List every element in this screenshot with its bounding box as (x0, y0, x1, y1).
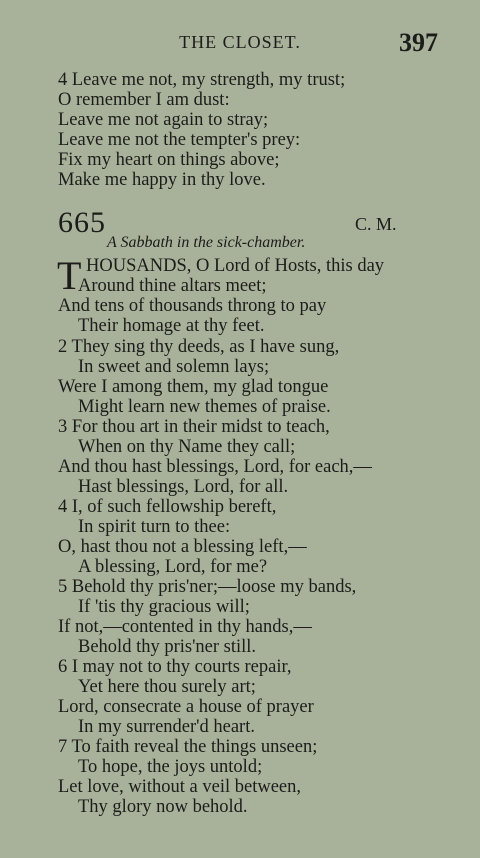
hymn-line: 7 To faith reveal the things unseen; (58, 737, 318, 757)
hymn-line: O, hast thou not a blessing left,— (58, 537, 307, 557)
hymn-line: Let love, without a veil between, (58, 777, 301, 797)
hymn-line: If not,—contented in thy hands,— (58, 617, 312, 637)
prev-stanza-line: Leave me not again to stray; (58, 110, 269, 130)
prev-stanza-line: O remember I am dust: (58, 90, 230, 110)
prev-stanza-line: Make me happy in thy love. (58, 170, 266, 190)
hymn-line: Were I among them, my glad tongue (58, 377, 329, 397)
hymn-number: 665 (58, 206, 106, 239)
prev-stanza-line: Fix my heart on things above; (58, 150, 280, 170)
hymn-line: Around thine altars meet; (78, 276, 267, 296)
hymn-line: A blessing, Lord, for me? (78, 557, 268, 577)
hymn-line: Thy glory now behold. (78, 797, 248, 817)
hymn-line: In my surrender'd heart. (78, 717, 255, 737)
hymn-line: And tens of thousands throng to pay (58, 296, 327, 316)
hymn-meter: C. M. (355, 214, 397, 234)
hymn-line: HOUSANDS, O Lord of Hosts, this day (86, 256, 385, 276)
hymn-line: 6 I may not to thy courts repair, (58, 657, 292, 677)
hymn-line: 5 Behold thy pris'ner;—loose my bands, (58, 577, 357, 597)
running-title: THE CLOSET. (179, 32, 301, 52)
hymn-line: In spirit turn to thee: (78, 517, 231, 537)
hymn-line: Lord, consecrate a house of prayer (58, 697, 314, 717)
hymn-line: Behold thy pris'ner still. (78, 637, 257, 657)
hymn-title: A Sabbath in the sick-chamber. (107, 234, 306, 251)
hymn-line: And thou hast blessings, Lord, for each,— (58, 457, 372, 477)
hymn-line: If 'tis thy gracious will; (78, 597, 250, 617)
hymn-line: When on thy Name they call; (78, 437, 296, 457)
hymn-line: Their homage at thy feet. (78, 316, 265, 336)
hymn-line: Might learn new themes of praise. (78, 397, 331, 417)
hymn-line: In sweet and solemn lays; (78, 357, 270, 377)
drop-cap: T (57, 253, 82, 298)
hymn-line: Yet here thou surely art; (78, 677, 256, 697)
hymn-line: 4 I, of such fellowship bereft, (58, 497, 277, 517)
prev-stanza-line: 4 Leave me not, my strength, my trust; (58, 70, 346, 90)
prev-stanza-line: Leave me not the tempter's prey: (58, 130, 301, 150)
hymn-line: 3 For thou art in their midst to teach, (58, 417, 330, 437)
hymn-line: To hope, the joys untold; (78, 757, 263, 777)
hymn-line: Hast blessings, Lord, for all. (78, 477, 289, 497)
page-number: 397 (399, 28, 438, 57)
hymn-line: 2 They sing thy deeds, as I have sung, (58, 337, 340, 357)
